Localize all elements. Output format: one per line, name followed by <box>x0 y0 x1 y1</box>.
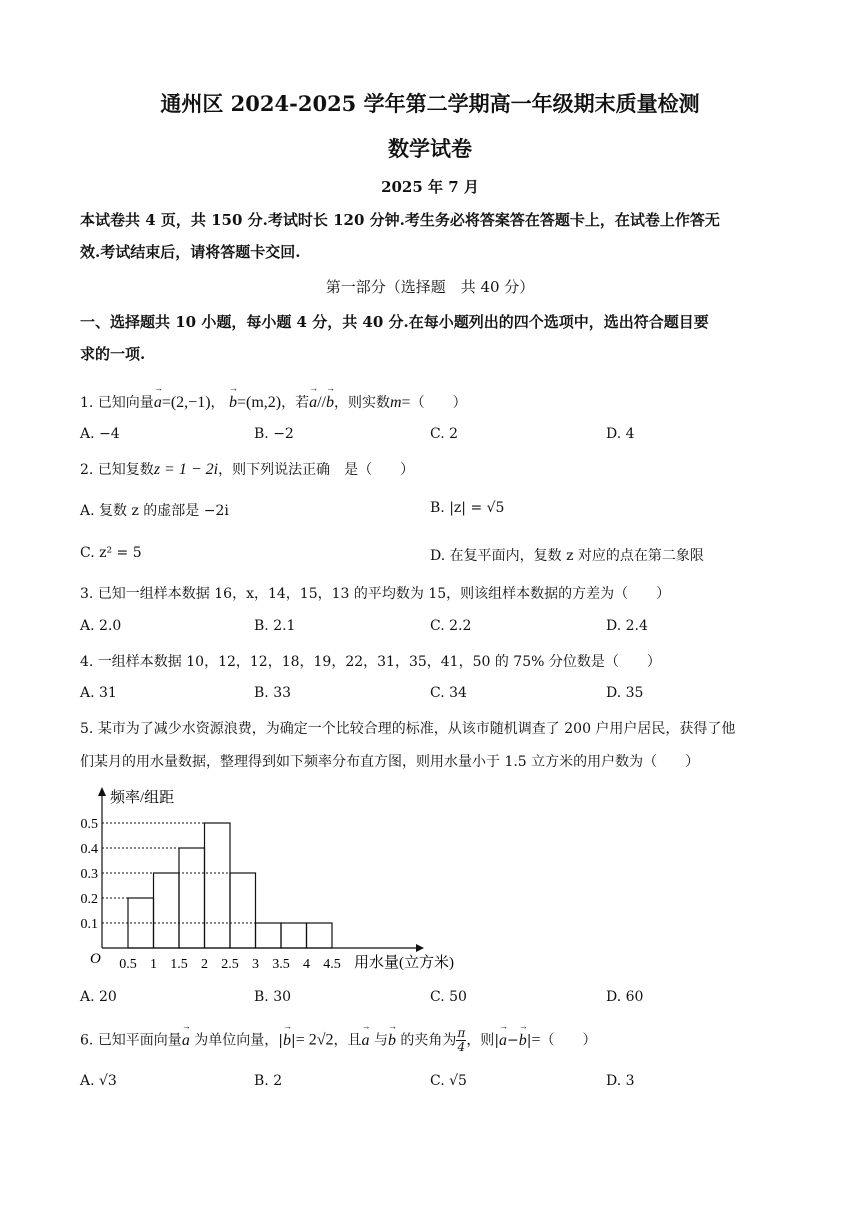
option-a: A. 20 <box>80 989 117 1005</box>
vector-a-symbol: → a <box>309 394 317 412</box>
parallel-symbol: // <box>317 394 326 411</box>
option-c: C. 2.2 <box>430 618 472 634</box>
section-intro-2: 求的一项. <box>80 345 146 363</box>
histogram-bar <box>230 873 256 948</box>
math-expression: = <box>531 1031 541 1049</box>
question-text: 的夹角为 <box>400 1032 457 1049</box>
question-5-continued: 们某月的用水量数据，整理得到如下频率分布直方图，则用水量小于 1.5 立方米的用户数为（ ） <box>80 754 700 770</box>
x-tick-label: 1 <box>150 957 157 972</box>
question-1 <box>80 392 467 412</box>
x-tick-label: 2.5 <box>221 957 239 972</box>
x-tick-label: 4 <box>303 957 310 972</box>
option-b: B. 2.1 <box>254 618 296 634</box>
x-tick-label: 2 <box>201 957 208 972</box>
instructions-line-1: 本试卷共 4 页，共 150 分.考试时长 120 分钟.考生务必将答案答在答题卡上，在试卷上作答无 <box>80 211 720 229</box>
question-text: 已知复数 <box>97 462 154 478</box>
question-text: ， <box>210 395 225 411</box>
question-4 <box>80 651 661 671</box>
question-text: 一组样本数据 10，12，12，18，19，22，31，35，41，50 的 75% 分位数是（ ） <box>97 654 661 670</box>
y-tick-label: 0.1 <box>80 917 98 932</box>
question-number: 6. <box>80 1032 94 1049</box>
question-number: 5. <box>80 721 94 737</box>
question-text: 已知向量 <box>97 395 154 411</box>
frequency-histogram <box>76 782 476 978</box>
exam-date: 2025 年 7 月 <box>381 178 479 196</box>
vector-a-symbol: → a <box>499 1032 507 1050</box>
fraction-denominator: 4 <box>457 1040 466 1054</box>
option-a: A. −4 <box>80 426 120 442</box>
option-d: D. 4 <box>606 426 635 442</box>
x-tick-label: 0.5 <box>119 957 137 972</box>
vector-b-symbol: → b <box>388 1032 396 1050</box>
question-number: 2. <box>80 462 94 478</box>
math-expression: = <box>401 394 411 411</box>
option-b: B. 33 <box>254 685 292 701</box>
math-expression: =(2,−1) <box>161 394 211 411</box>
option-a: A. √3 <box>80 1073 117 1089</box>
math-variable: m <box>389 394 402 411</box>
question-number: 3. <box>80 586 94 602</box>
math-expression: z = 1 − 2i <box>153 461 219 478</box>
vector-b-symbol: → b <box>326 394 334 412</box>
question-text: 已知平面向量 <box>97 1032 182 1049</box>
y-tick-label: 0.5 <box>80 817 98 832</box>
vector-b-symbol: → b <box>519 1032 527 1050</box>
vector-b-symbol: → b <box>283 1032 291 1050</box>
question-text: （ ） <box>410 395 467 411</box>
option-c: C. z² = 5 <box>80 545 142 561</box>
question-3 <box>80 583 670 603</box>
question-text: ，则实数 <box>333 395 390 411</box>
section-intro-1: 一、选择题共 10 小题，每小题 4 分，共 40 分.在每小题列出的四个选项中，选出符合题目要 <box>80 313 709 331</box>
histogram-bar <box>281 923 307 948</box>
question-text: 已知一组样本数据 16，x，14，15，13 的平均数为 15，则该组样本数据的方差为（ ） <box>97 586 671 602</box>
origin-label: O <box>90 951 101 967</box>
vector-a-symbol: → a <box>154 394 162 412</box>
x-tick-label: 4.5 <box>323 957 341 972</box>
x-tick-label: 3.5 <box>272 957 290 972</box>
option-c: C. √5 <box>430 1073 467 1089</box>
option-c: C. 34 <box>430 685 467 701</box>
option-d: D. 60 <box>606 989 644 1005</box>
option-c: C. 2 <box>430 426 459 442</box>
instructions-line-2: 效.考试结束后，请将答题卡交回. <box>80 243 301 261</box>
option-b: B. 2 <box>254 1073 283 1089</box>
option-d: D. 3 <box>606 1073 635 1089</box>
x-axis-label: 用水量(立方米) <box>354 955 454 971</box>
question-6: 6. 已知平面向量→ a 为单位向量，|→ b|= 2√2，且→ a 与→ b 的夹角为 $\frac{\pi}{4}$ ，则|→ a−→ b|=（ ） <box>80 1027 597 1054</box>
question-number: 4. <box>80 654 94 670</box>
histogram-bar <box>256 923 282 948</box>
question-text: ，则下列说法正确 是（ ） <box>218 462 415 478</box>
vector-a-symbol: → a <box>182 1032 190 1050</box>
option-d: D. 35 <box>606 685 644 701</box>
option-b: B. 30 <box>254 989 292 1005</box>
question-text: ，则 <box>466 1032 495 1049</box>
option-b: B. |z| = √5 <box>430 500 505 516</box>
question-text: 为单位向量， <box>194 1032 279 1049</box>
y-tick-label: 0.3 <box>80 867 98 882</box>
option-a: A. 31 <box>80 685 117 701</box>
x-tick-label: 1.5 <box>170 957 188 972</box>
histogram-bar <box>307 923 333 948</box>
vector-b-symbol: → b <box>229 394 237 412</box>
question-2 <box>80 459 414 479</box>
option-d: D. 在复平面内，复数 z 对应的点在第二象限 <box>430 548 704 564</box>
option-c: C. 50 <box>430 989 467 1005</box>
question-5 <box>80 718 735 738</box>
question-number: 1. <box>80 395 94 411</box>
option-a: A. 2.0 <box>80 618 122 634</box>
question-text: 某市为了减少水资源浪费，为确定一个比较合理的标准，从该市随机调查了 200 户用户居民，获得了他 <box>97 721 736 737</box>
y-tick-label: 0.2 <box>80 892 98 907</box>
y-tick-label: 0.4 <box>80 842 98 857</box>
option-d: D. 2.4 <box>606 618 648 634</box>
histogram-bar <box>154 873 180 948</box>
question-text: ，若 <box>281 395 310 411</box>
option-b: B. −2 <box>254 426 294 442</box>
math-expression: = 2√2 <box>295 1031 334 1049</box>
question-text: 与 <box>373 1032 388 1049</box>
option-a: A. 复数 z 的虚部是 −2i <box>80 503 229 519</box>
question-text: （ ） <box>540 1032 597 1049</box>
exam-subject: 数学试卷 <box>388 136 472 161</box>
math-expression: =(m,2) <box>236 394 282 411</box>
fraction-numerator: π <box>457 1026 466 1040</box>
exam-title: 通州区 2024-2025 学年第二学期高一年级期末质量检测 <box>160 91 700 116</box>
question-text: ，且 <box>333 1032 362 1049</box>
fraction-pi-over-4 <box>456 1027 466 1054</box>
histogram-bar <box>179 848 205 948</box>
vector-a-symbol: → a <box>362 1032 370 1050</box>
section-title: 第一部分（选择题 共 40 分） <box>325 278 535 296</box>
y-axis-label: 频率/组距 <box>110 790 175 806</box>
histogram-bar <box>205 823 231 948</box>
x-tick-label: 3 <box>252 957 259 972</box>
